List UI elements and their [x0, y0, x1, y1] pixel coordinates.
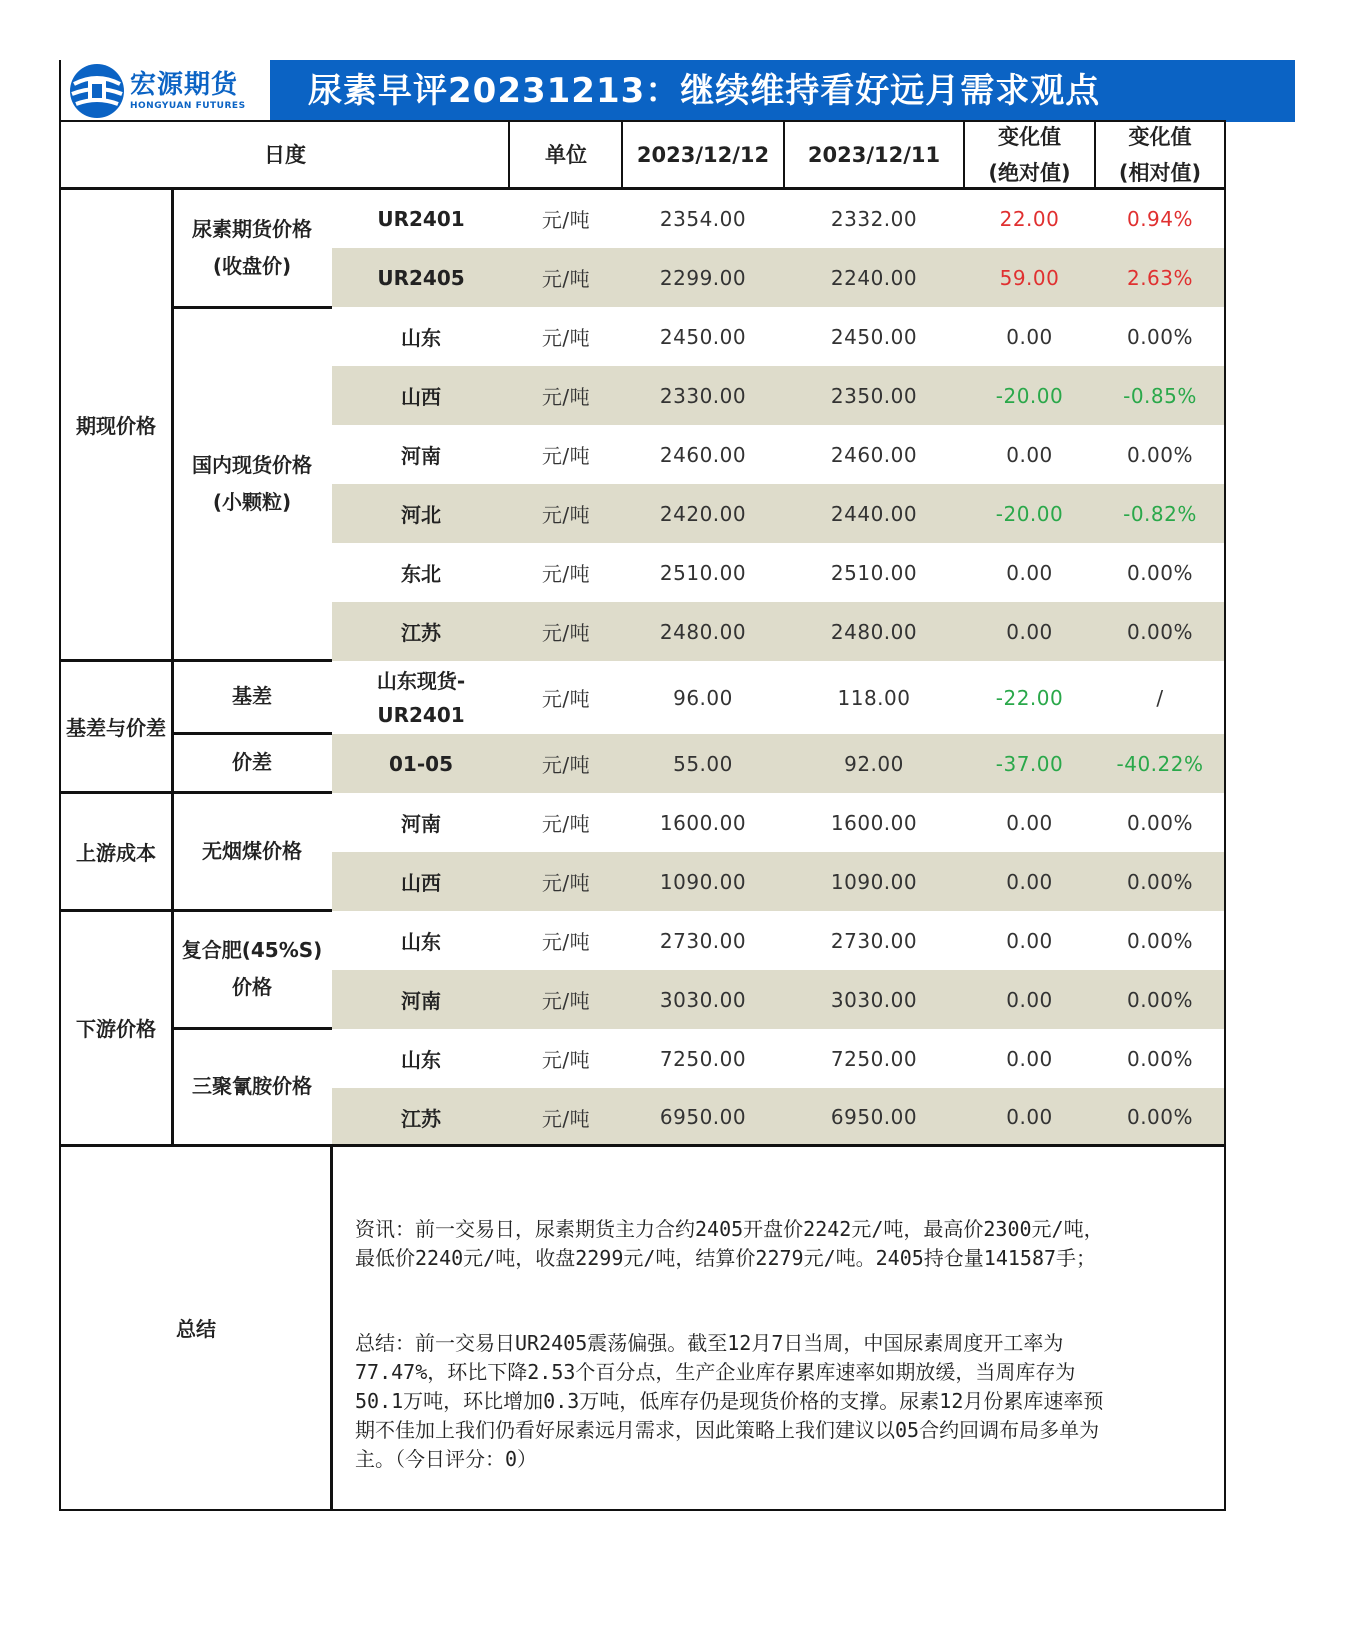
- summary-news-line: 资讯：前一交易日，尿素期货主力合约2405开盘价2242元/吨，最高价2300元/吨，: [355, 1217, 1104, 1241]
- cell-v2: 118.00: [837, 685, 911, 710]
- cell-unit: 元/吨: [541, 1048, 591, 1072]
- divider-summary: [330, 1145, 333, 1511]
- subcategory-basis: 基差: [172, 660, 332, 733]
- separator-sub-3: [172, 1027, 332, 1030]
- cell-name: 江苏: [401, 1106, 441, 1131]
- cell-unit: 元/吨: [541, 267, 591, 291]
- border-header-top: [59, 120, 1226, 122]
- subcategory-spot-line2: (小颗粒): [212, 489, 292, 514]
- summary-conclusion-line: 主。（今日评分：0）: [355, 1447, 538, 1471]
- cell-v1: 3030.00: [659, 987, 747, 1012]
- cell-rel: 2.63%: [1126, 265, 1194, 290]
- cell-name: 山东: [401, 930, 441, 954]
- col-header-unit: 单位: [510, 121, 622, 189]
- summary-conclusion-line: 77.47%，环比下降2.53个百分点，生产企业库存累库速率如期放缓，当周库存为: [355, 1360, 1076, 1384]
- subcategory-futures-line1: 尿素期货价格: [192, 217, 312, 241]
- cell-v2: 1600.00: [830, 810, 918, 835]
- divider-header-3: [783, 121, 785, 189]
- cell-unit: 元/吨: [541, 326, 591, 350]
- cell-rel: -40.22%: [1116, 751, 1204, 776]
- separator-sub-1: [172, 306, 332, 309]
- summary-conclusion-line: 总结：前一交易日UR2405震荡偏强。截至12月7日当周，中国尿素周度开工率为: [355, 1331, 1064, 1355]
- cell-unit: 元/吨: [541, 562, 591, 586]
- cell-unit: 元/吨: [541, 989, 591, 1013]
- cell-abs: 0.00: [1006, 810, 1053, 835]
- separator-cat-2: [59, 791, 332, 794]
- border-left: [59, 60, 61, 1511]
- divider-header-4: [963, 121, 965, 189]
- cell-v1: 7250.00: [659, 1046, 747, 1071]
- cell-rel: 0.94%: [1126, 206, 1194, 231]
- subcategory-spot-line1: 国内现货价格: [192, 452, 312, 477]
- cell-rel: 0.00%: [1126, 619, 1194, 644]
- cell-abs: 0.00: [1006, 1105, 1053, 1129]
- col-header-abs-change: [964, 121, 1095, 189]
- divider-header-5: [1094, 121, 1096, 189]
- subcategory-melamine: 三聚氰胺价格: [172, 1028, 332, 1145]
- cell-v2: 6950.00: [830, 1105, 918, 1129]
- cell-name: 河南: [401, 444, 441, 468]
- category-downstream: 下游价格: [60, 910, 172, 1145]
- cell-v2: 7250.00: [830, 1046, 918, 1071]
- cell-name-line: UR2401: [377, 702, 465, 727]
- report-header: [60, 60, 1295, 122]
- col-header-abs-line1: 变化值: [998, 125, 1061, 149]
- separator-cat-3: [59, 909, 332, 912]
- cell-abs: 0.00: [1006, 869, 1053, 894]
- cell-name: 山东: [401, 1048, 441, 1072]
- col-header-dimension: 日度: [60, 121, 510, 189]
- subcategory-futures-line2: (收盘价): [212, 254, 292, 278]
- cell-rel: /: [1156, 685, 1164, 710]
- cell-name-line: 山东现货-: [376, 668, 466, 693]
- cell-v2: 92.00: [844, 751, 904, 776]
- cell-v1: 2420.00: [659, 501, 747, 526]
- cell-abs: 0.00: [1006, 619, 1053, 644]
- border-summary-top: [59, 1144, 1226, 1147]
- cell-unit: 元/吨: [541, 385, 591, 409]
- cell-abs: -22.00: [995, 685, 1064, 710]
- summary-conclusion-line: 期不佳加上我们仍看好尿素远月需求，因此策略上我们建议以05合约回调布局多单为: [355, 1418, 1100, 1442]
- cell-abs: 0.00: [1006, 560, 1053, 585]
- cell-unit: 元/吨: [541, 444, 591, 468]
- cell-abs: -20.00: [995, 383, 1064, 408]
- cell-unit: 元/吨: [541, 753, 591, 777]
- cell-rel: -0.85%: [1123, 383, 1197, 408]
- cell-v1: 6950.00: [659, 1105, 747, 1129]
- cell-v1: 96.00: [673, 685, 733, 710]
- cell-unit: 元/吨: [541, 208, 591, 232]
- cell-v1: 2730.00: [659, 928, 747, 953]
- cell-abs: 59.00: [999, 265, 1060, 290]
- cell-v1: 2299.00: [659, 265, 747, 290]
- cell-rel: 0.00%: [1126, 928, 1194, 953]
- col-header-abs-line2: (绝对值): [988, 161, 1071, 185]
- cell-v1: 2354.00: [659, 206, 747, 231]
- logo-en-text: HONGYUAN FUTURES: [130, 101, 246, 111]
- cell-unit: 元/吨: [541, 621, 591, 645]
- summary-conclusion: [355, 1329, 1285, 1474]
- cell-v2: 2730.00: [830, 928, 918, 953]
- cell-rel: 0.00%: [1126, 869, 1194, 894]
- summary-news: [355, 1215, 1285, 1273]
- subcategory-futures-price: [172, 189, 332, 307]
- cell-abs: -20.00: [995, 501, 1064, 526]
- category-upstream: 上游成本: [60, 792, 172, 910]
- cell-v2: 2440.00: [830, 501, 918, 526]
- cell-v1: 2480.00: [659, 619, 747, 644]
- cell-v1: 2330.00: [659, 383, 747, 408]
- cell-abs: -37.00: [995, 751, 1064, 776]
- cell-v1: 2460.00: [659, 442, 747, 467]
- cell-unit: 元/吨: [541, 930, 591, 954]
- summary-conclusion-line: 50.1万吨，环比增加0.3万吨，低库存仍是现货价格的支撑。尿素12月份累库速率预: [355, 1389, 1104, 1413]
- cell-unit: 元/吨: [541, 1106, 591, 1131]
- cell-name: 山东: [401, 326, 441, 350]
- cell-abs: 0.00: [1006, 442, 1053, 467]
- logo-cn-text: 宏源期货: [130, 70, 239, 100]
- cell-v2: 2510.00: [830, 560, 918, 585]
- separator-cat-1: [59, 659, 332, 662]
- cell-rel: 0.00%: [1126, 1105, 1194, 1129]
- report-title: 尿素早评20231213：继续维持看好远月需求观点: [308, 71, 1101, 111]
- cell-v1: 2510.00: [659, 560, 747, 585]
- subcategory-compound-fertilizer: [172, 910, 332, 1028]
- summary-text: [355, 1215, 1285, 1530]
- category-summary: 总结: [60, 1145, 332, 1510]
- subcategory-spread: 价差: [172, 733, 332, 792]
- category-basis-spread: 基差与价差: [60, 660, 172, 792]
- subcategory-anthracite: 无烟煤价格: [172, 792, 332, 910]
- col-header-date1: 2023/12/12: [622, 121, 784, 189]
- cell-rel: 0.00%: [1126, 560, 1194, 585]
- cell-v2: 2350.00: [830, 383, 918, 408]
- cell-v2: 2460.00: [830, 442, 918, 467]
- subcategory-spot-price: [172, 307, 332, 660]
- cell-rel: -0.82%: [1123, 501, 1197, 526]
- cell-unit: 元/吨: [541, 503, 591, 527]
- cell-abs: 22.00: [999, 206, 1060, 231]
- cell-name: 江苏: [401, 621, 441, 645]
- cell-rel: 0.00%: [1126, 810, 1194, 835]
- cell-rel: 0.00%: [1126, 442, 1194, 467]
- cell-unit: 元/吨: [541, 687, 591, 711]
- cell-name: 东北: [401, 562, 441, 586]
- col-header-rel-line2: (相对值): [1118, 161, 1202, 185]
- cell-v1: 1090.00: [659, 869, 747, 894]
- subcategory-compound-line1: 复合肥(45%S): [181, 938, 323, 962]
- cell-abs: 0.00: [1006, 1046, 1053, 1071]
- cell-rel: 0.00%: [1126, 324, 1194, 349]
- cell-abs: 0.00: [1006, 324, 1053, 349]
- cell-name: UR2405: [377, 265, 465, 290]
- divider-header-2: [621, 121, 623, 189]
- company-logo: [60, 60, 270, 122]
- cell-name: 河南: [401, 989, 441, 1013]
- cell-v1: 2450.00: [659, 324, 747, 349]
- cell-rel: 0.00%: [1126, 987, 1194, 1012]
- col-header-rel-line1: 变化值: [1128, 125, 1192, 149]
- col-header-rel-change: [1095, 121, 1225, 189]
- cell-name: [332, 661, 510, 734]
- border-header-bottom: [59, 187, 1226, 190]
- cell-v1: 55.00: [673, 751, 733, 776]
- separator-sub-2: [172, 732, 332, 735]
- cell-name: 河南: [401, 812, 441, 836]
- cell-v2: 2240.00: [830, 265, 918, 290]
- logo-globe-icon: [68, 62, 126, 120]
- summary-news-line: 最低价2240元/吨，收盘2299元/吨，结算价2279元/吨。2405持仓量141587手；: [355, 1246, 1097, 1270]
- cell-name: 河北: [401, 503, 441, 527]
- cell-v2: 2332.00: [830, 206, 918, 231]
- cell-name: 01-05: [389, 751, 453, 776]
- cell-v2: 2450.00: [830, 324, 918, 349]
- border-right: [1224, 121, 1226, 1511]
- category-futures-spot: 期现价格: [60, 189, 172, 660]
- subcategory-compound-line2: 价格: [232, 975, 272, 999]
- cell-abs: 0.00: [1006, 928, 1053, 953]
- col-header-date2: 2023/12/11: [784, 121, 964, 189]
- cell-v1: 1600.00: [659, 810, 747, 835]
- cell-abs: 0.00: [1006, 987, 1053, 1012]
- cell-v2: 1090.00: [830, 869, 918, 894]
- border-bottom: [59, 1509, 1226, 1511]
- divider-category: [171, 189, 174, 1145]
- divider-header-1: [508, 121, 510, 189]
- cell-rel: 0.00%: [1126, 1046, 1194, 1071]
- cell-v2: 2480.00: [830, 619, 918, 644]
- cell-unit: 元/吨: [541, 871, 591, 895]
- cell-name: 山西: [401, 871, 441, 895]
- cell-name: UR2401: [377, 206, 465, 231]
- cell-unit: 元/吨: [541, 812, 591, 836]
- cell-v2: 3030.00: [830, 987, 918, 1012]
- cell-name: 山西: [401, 385, 441, 409]
